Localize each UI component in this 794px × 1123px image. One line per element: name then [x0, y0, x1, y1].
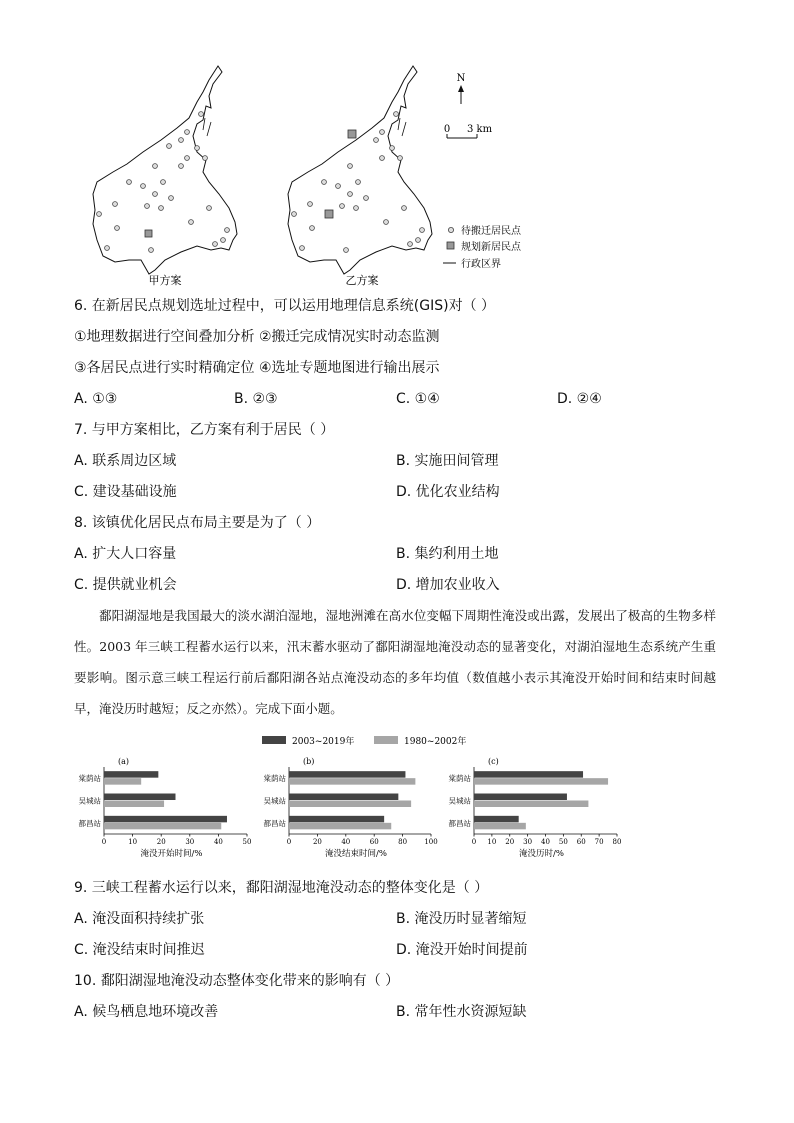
panel-label: (a) [118, 757, 130, 766]
x-tick-label: 80 [398, 838, 408, 846]
bar [104, 794, 176, 801]
q8-stem: 8. 该镇优化居民点布局主要是为了（ ） [74, 515, 321, 531]
q8-option-c[interactable]: C. 提供就业机会 [74, 577, 177, 593]
x-tick-label: 40 [341, 838, 351, 846]
x-tick-label: 70 [594, 838, 604, 846]
q7-option-c[interactable]: C. 建设基础设施 [74, 484, 177, 500]
legend-new: 规划新居民点 [461, 242, 521, 253]
x-tick-label: 20 [156, 838, 166, 846]
category-label: 吴城站 [263, 796, 286, 806]
q6-option-d[interactable]: D. ②④ [557, 391, 602, 407]
category-label: 都昌站 [263, 818, 286, 828]
x-tick-label: 10 [487, 838, 497, 846]
bar [474, 823, 526, 830]
q6-statements-2: ③各居民点进行实时精确定位 ④选址专题地图进行输出展示 [74, 360, 440, 376]
x-tick-label: 30 [523, 838, 533, 846]
category-label: 吴城站 [448, 796, 471, 806]
q6-option-b[interactable]: B. ②③ [234, 391, 278, 407]
x-tick-label: 40 [213, 838, 223, 846]
bar [104, 801, 164, 808]
x-axis-label: 淹没历时/% [519, 849, 564, 859]
map-jia-label: 甲方案 [148, 274, 182, 287]
north-label: N [456, 73, 466, 84]
legend-label-2003: 2003~2019年 [292, 737, 355, 747]
x-tick-label: 100 [424, 838, 438, 846]
category-label: 棠荫站 [263, 774, 286, 784]
bar [104, 816, 227, 823]
bar [104, 778, 141, 785]
q10-stem: 10. 鄱阳湖湿地淹没动态整体变化带来的影响有（ ） [74, 973, 400, 989]
x-tick-label: 20 [312, 838, 322, 846]
x-tick-label: 20 [505, 838, 515, 846]
bar [474, 771, 583, 778]
q9-option-b[interactable]: B. 淹没历时显著缩短 [396, 911, 527, 927]
x-tick-label: 40 [541, 838, 550, 846]
x-tick-label: 60 [369, 838, 379, 846]
bar [289, 823, 391, 830]
q6-stem: 6. 在新居民点规划选址过程中，可以运用地理信息系统(GIS)对（ ） [74, 298, 496, 314]
category-label: 吴城站 [78, 796, 101, 806]
q9-stem: 9. 三峡工程蓄水运行以来，鄱阳湖湿地淹没动态的整体变化是（ ） [74, 880, 489, 896]
q10-option-b[interactable]: B. 常年性水资源短缺 [396, 1004, 527, 1020]
legend-swatch-2003 [262, 736, 286, 744]
x-tick-label: 50 [242, 838, 252, 846]
q6-option-a[interactable]: A. ①③ [74, 391, 118, 407]
x-tick-label: 0 [471, 838, 477, 846]
bar [474, 778, 608, 785]
x-tick-label: 0 [286, 838, 292, 846]
bar [474, 794, 567, 801]
bar [104, 771, 158, 778]
q7-option-a[interactable]: A. 联系周边区域 [74, 453, 177, 469]
q6-statements-1: ①地理数据进行空间叠加分析 ②搬迁完成情况实时动态监测 [74, 329, 440, 345]
x-axis-label: 淹没开始时间/% [140, 849, 203, 859]
x-tick-label: 10 [128, 838, 138, 846]
legend-resettle: 待搬迁居民点 [461, 226, 521, 237]
x-tick-label: 60 [576, 838, 586, 846]
q9-option-c[interactable]: C. 淹没结束时间推迟 [74, 942, 205, 958]
q8-option-b[interactable]: B. 集约利用土地 [396, 546, 499, 562]
bar [289, 801, 411, 808]
bar [289, 816, 384, 823]
q8-option-a[interactable]: A. 扩大人口容量 [74, 546, 177, 562]
category-label: 棠荫站 [78, 774, 101, 784]
x-axis-label: 淹没结束时间/% [325, 849, 387, 859]
map-yi-label: 乙方案 [345, 274, 379, 287]
square-icon [447, 242, 454, 249]
bar [289, 794, 398, 801]
x-tick-label: 30 [185, 838, 195, 846]
bar [289, 778, 415, 785]
panel-label: (b) [303, 757, 315, 766]
bar [474, 801, 588, 808]
category-label: 棠荫站 [448, 774, 471, 784]
legend-label-1980: 1980~2002年 [404, 737, 467, 747]
q7-option-b[interactable]: B. 实施田间管理 [396, 453, 499, 469]
map-figure [85, 62, 545, 290]
q10-option-a[interactable]: A. 候鸟栖息地环境改善 [74, 1004, 219, 1020]
scale-zero: 0 [443, 124, 451, 135]
x-tick-label: 80 [612, 838, 622, 846]
q9-option-a[interactable]: A. 淹没面积持续扩张 [74, 911, 205, 927]
bar [104, 823, 221, 830]
q6-option-c[interactable]: C. ①④ [396, 391, 440, 407]
bar [474, 816, 519, 823]
category-label: 都昌站 [78, 818, 101, 828]
q7-option-d[interactable]: D. 优化农业结构 [396, 484, 500, 500]
bar [289, 771, 405, 778]
panel-label: (c) [488, 757, 499, 766]
circle-dot-icon [448, 227, 453, 232]
scale-km: 3 km [467, 124, 493, 135]
q8-option-d[interactable]: D. 增加农业收入 [396, 577, 500, 593]
q9-option-d[interactable]: D. 淹没开始时间提前 [396, 942, 528, 958]
q7-stem: 7. 与甲方案相比，乙方案有利于居民（ ） [74, 422, 335, 438]
category-label: 都昌站 [448, 818, 471, 828]
x-tick-label: 0 [101, 838, 107, 846]
legend-swatch-1980 [374, 736, 398, 744]
legend-boundary: 行政区界 [461, 259, 501, 270]
x-tick-label: 50 [558, 838, 568, 846]
reading-passage: 鄱阳湖湿地是我国最大的淡水湖泊湿地，湿地洲滩在高水位变幅下周期性淹没或出露，发展出了极高的生物多样性。2003 年三峡工程蓄水运行以来，汛末蓄水驱动了鄱阳湖湿地淹没动态的显著变化，对湖泊湿地生态系统产生重要影响。图示意三峡工程运行前后鄱阳湖各站点淹没动态的多年均值（数值越小表示其淹没开始时间和结束时间越早，淹没历时越短；反之亦然）。完成下面小题。 [74, 608, 716, 716]
inundation-charts [78, 730, 644, 865]
